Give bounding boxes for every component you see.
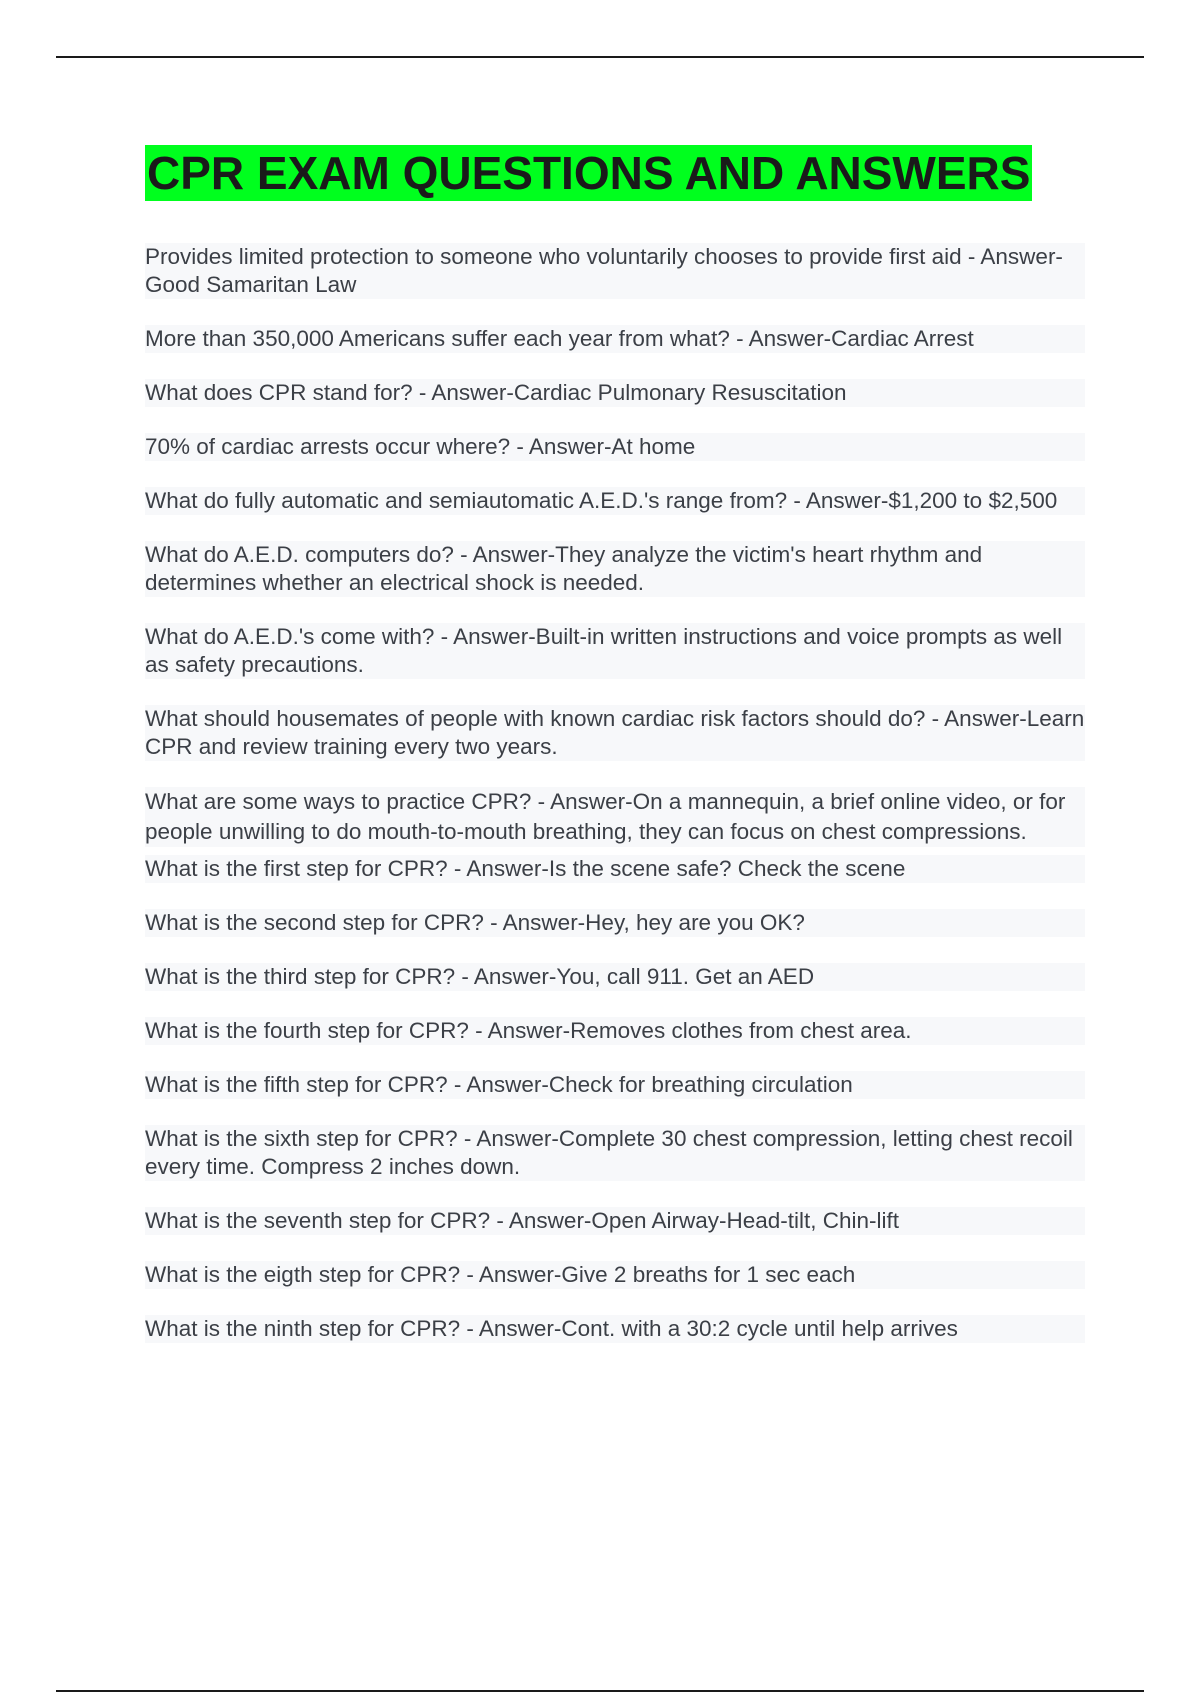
qa-item: More than 350,000 Americans suffer each year from what? - Answer-Cardiac Arrest [145,325,1085,353]
qa-item: What do A.E.D. computers do? - Answer-They analyze the victim's heart rhythm and determines whether an electrical shock is needed. [145,541,1085,597]
page-title: CPR EXAM QUESTIONS AND ANSWERS [147,147,1031,199]
header-rule [56,56,1144,58]
qa-item: What is the first step for CPR? - Answer-Is the scene safe? Check the scene [145,855,1085,883]
qa-item: What are some ways to practice CPR? - Answer-On a mannequin, a brief online video, or for people unwilling to do mouth-to-mouth breathing, they can focus on chest compressions. [145,787,1085,847]
qa-item: What is the ninth step for CPR? - Answer-Cont. with a 30:2 cycle until help arrives [145,1315,1085,1343]
qa-item: What is the eigth step for CPR? - Answer-Give 2 breaths for 1 sec each [145,1261,1085,1289]
qa-item: What do A.E.D.'s come with? - Answer-Built-in written instructions and voice prompts as well as safety precautions. [145,623,1085,679]
qa-item: Provides limited protection to someone who voluntarily chooses to provide first aid - Answer-Good Samaritan Law [145,243,1085,299]
qa-item: What do fully automatic and semiautomatic A.E.D.'s range from? - Answer-$1,200 to $2,500 [145,487,1085,515]
qa-item: What is the fourth step for CPR? - Answer-Removes clothes from chest area. [145,1017,1085,1045]
footer-rule [56,1690,1144,1692]
qa-item: 70% of cardiac arrests occur where? - Answer-At home [145,433,1085,461]
qa-item: What should housemates of people with known cardiac risk factors should do? - Answer-Learn CPR and review training every two years. [145,706,1085,759]
qa-item: What is the seventh step for CPR? - Answer-Open Airway-Head-tilt, Chin-lift [145,1207,1085,1235]
qa-item: What is the third step for CPR? - Answer-You, call 911. Get an AED [145,963,1085,991]
qa-list [145,243,1085,1343]
qa-item: What is the fifth step for CPR? - Answer-Check for breathing circulation [145,1071,1085,1099]
qa-item: What is the sixth step for CPR? - Answer-Complete 30 chest compression, letting chest recoil every time. Compress 2 inches down. [145,1125,1085,1181]
document-body [145,145,1085,1369]
qa-item: What does CPR stand for? - Answer-Cardiac Pulmonary Resuscitation [145,379,1085,407]
qa-item: What is the second step for CPR? - Answer-Hey, hey are you OK? [145,909,1085,937]
